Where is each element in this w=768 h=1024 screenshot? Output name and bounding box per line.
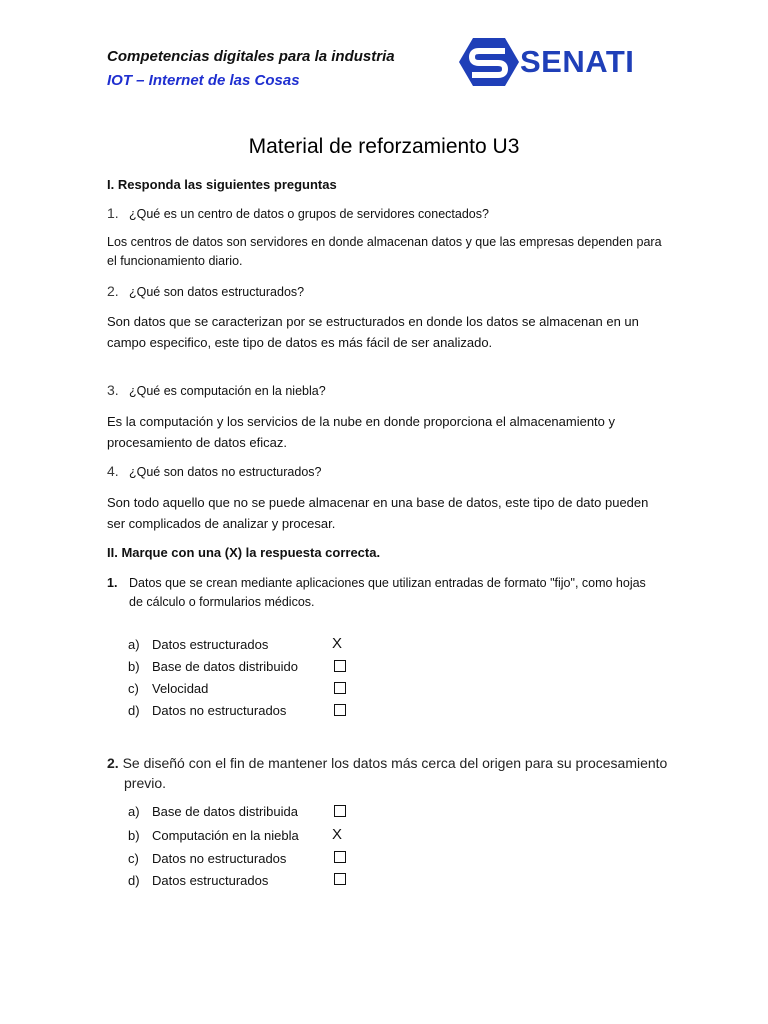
option-text: Computación en la niebla	[152, 828, 299, 843]
mc-number: 2.	[107, 755, 119, 771]
option-letter: b)	[128, 828, 140, 843]
logo-wordmark: SENATI	[520, 44, 635, 79]
question-number: 3.	[107, 382, 119, 398]
answer-2: Son datos que se caracterizan por se estructurados en donde los datos se almacenan en un campo especifico, este tipo de datos es más fácil de ser analizado.	[107, 314, 639, 350]
mc1-option-a	[128, 637, 268, 652]
mc2-option-b	[128, 828, 299, 843]
mc2-option-b-mark[interactable]: X	[332, 826, 343, 843]
question-text: ¿Qué son datos no estructurados?	[129, 465, 322, 479]
answer-3: Es la computación y los servicios de la nube en donde proporciona el almacenamiento y procesamiento de datos eficaz.	[107, 414, 616, 450]
module-title: IOT – Internet de las Cosas	[107, 72, 300, 89]
section-2-heading: II. Marque con una (X) la respuesta correcta.	[107, 545, 381, 560]
question-number: 1.	[107, 205, 119, 221]
question-number: 2.	[107, 283, 119, 299]
question-3	[107, 382, 326, 398]
senati-emblem-icon	[458, 36, 520, 88]
mc1-option-b-checkbox[interactable]	[334, 660, 346, 672]
option-text: Base de datos distribuido	[152, 659, 298, 674]
mc1-option-a-mark[interactable]: X	[332, 635, 343, 652]
mc2-option-a	[128, 804, 298, 819]
mc-question-2	[107, 753, 687, 793]
course-title: Competencias digitales para la industria	[107, 48, 395, 65]
option-letter: d)	[128, 873, 140, 888]
question-4	[107, 463, 321, 479]
section-1-heading: I. Responda las siguientes preguntas	[107, 177, 337, 192]
option-letter: c)	[128, 851, 139, 866]
option-text: Velocidad	[152, 681, 209, 696]
mc1-option-d-checkbox[interactable]	[334, 704, 346, 716]
question-2	[107, 283, 304, 299]
question-text: ¿Qué es computación en la niebla?	[129, 384, 326, 398]
mc-number: 1.	[107, 576, 118, 590]
mc-stem-line1: Datos que se crean mediante aplicaciones que utilizan entradas de formato "fijo", como hojas	[129, 576, 646, 590]
option-letter: a)	[128, 804, 140, 819]
option-text: Datos estructurados	[152, 873, 269, 888]
option-letter: c)	[128, 681, 139, 696]
option-text: Datos no estructurados	[152, 703, 287, 718]
mc2-option-d	[128, 873, 268, 888]
mc2-option-c-checkbox[interactable]	[334, 851, 346, 863]
option-text: Base de datos distribuida	[152, 804, 298, 819]
mc-stem-line1: Se diseñó con el fin de mantener los datos más cerca del origen para su procesamiento	[122, 755, 668, 771]
answer-4: Son todo aquello que no se puede almacenar en una base de datos, este tipo de dato pueden ser complicados de analizar y procesar.	[107, 495, 649, 531]
senati-logo	[458, 36, 648, 88]
mc2-option-c	[128, 851, 286, 866]
option-letter: d)	[128, 703, 140, 718]
option-text: Datos estructurados	[152, 637, 269, 652]
question-1	[107, 205, 489, 221]
page-title: Material de reforzamiento U3	[248, 135, 520, 158]
mc-stem-line2: previo.	[124, 775, 167, 791]
mc2-option-d-checkbox[interactable]	[334, 873, 346, 885]
mc1-option-c-checkbox[interactable]	[334, 682, 346, 694]
option-letter: a)	[128, 637, 140, 652]
mc1-option-b	[128, 659, 298, 674]
option-text: Datos no estructurados	[152, 851, 287, 866]
mc-stem-line2: de cálculo o formularios médicos.	[129, 595, 315, 609]
answer-1: Los centros de datos son servidores en donde almacenan datos y que las empresas dependen para el funcionamiento diario.	[107, 235, 662, 268]
question-number: 4.	[107, 463, 119, 479]
mc2-option-a-checkbox[interactable]	[334, 805, 346, 817]
mc-question-1	[107, 574, 667, 612]
mc1-option-d	[128, 703, 286, 718]
question-text: ¿Qué es un centro de datos o grupos de servidores conectados?	[129, 207, 489, 221]
mc1-option-c	[128, 681, 208, 696]
question-text: ¿Qué son datos estructurados?	[129, 285, 305, 299]
option-letter: b)	[128, 659, 140, 674]
